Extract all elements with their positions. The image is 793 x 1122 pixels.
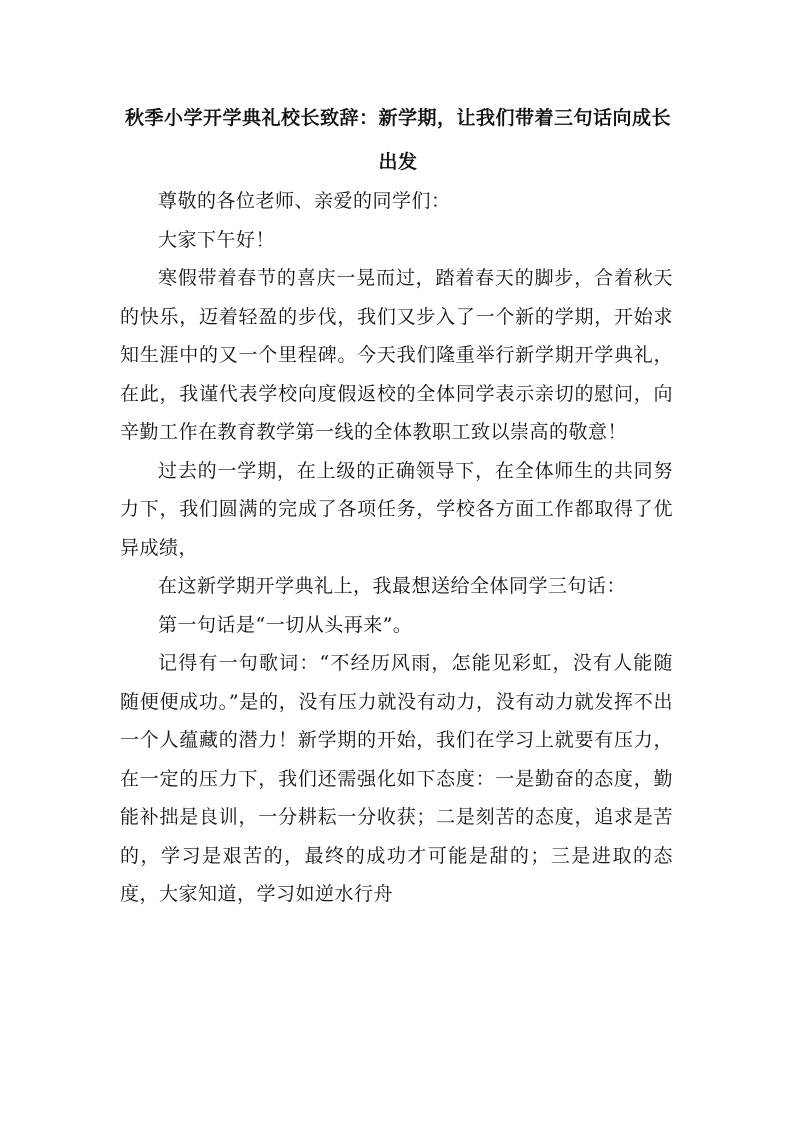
body-paragraph: 寒假带着春节的喜庆一晃而过，踏着春天的脚步，合着秋天的快乐，迈着轻盈的步伐，我们又步入了一个新的学期，开始求知生涯中的又一个里程碑。今天我们隆重举行新学期开学典礼，在此，我谨代表学校向度假返校的全体同学表示亲切的慰问，向辛勤工作在教育教学第一线的全体教职工致以崇高的敬意！: [120, 267, 673, 443]
document-body: [120, 182, 673, 914]
body-paragraph: 记得有一句歌词：“不经历风雨，怎能见彩虹，没有人能随随便便成功。”是的，没有压力就没有动力，没有动力就发挥不出一个人蕴藏的潜力！新学期的开始，我们在学习上就要有压力，在一定的压力下，我们还需强化如下态度：一是勤奋的态度，勤能补拙是良训，一分耕耘一分收获；二是刻苦的态度，追求是苦的，学习是艰苦的，最终的成功才可能是甜的；三是进取的态度，大家知道，学习如逆水行舟: [120, 652, 673, 905]
body-paragraph: 在这新学期开学典礼上，我最想送给全体同学三句话：: [158, 575, 627, 597]
greeting-paragraph: 大家下午好！: [158, 228, 276, 251]
body-paragraph: 过去的一学期，在上级的正确领导下，在全体师生的共同努力下，我们圆满的完成了各项任务，学校各方面工作都取得了优异成绩，: [120, 459, 673, 559]
salutation-paragraph: 尊敬的各位老师、亲爱的同学们：: [158, 190, 451, 212]
body-paragraph: 第一句话是“一切从头再来”。: [158, 613, 413, 636]
document-title: 秋季小学开学典礼校长致辞：新学期，让我们带着三句话向成长出发: [124, 107, 671, 173]
